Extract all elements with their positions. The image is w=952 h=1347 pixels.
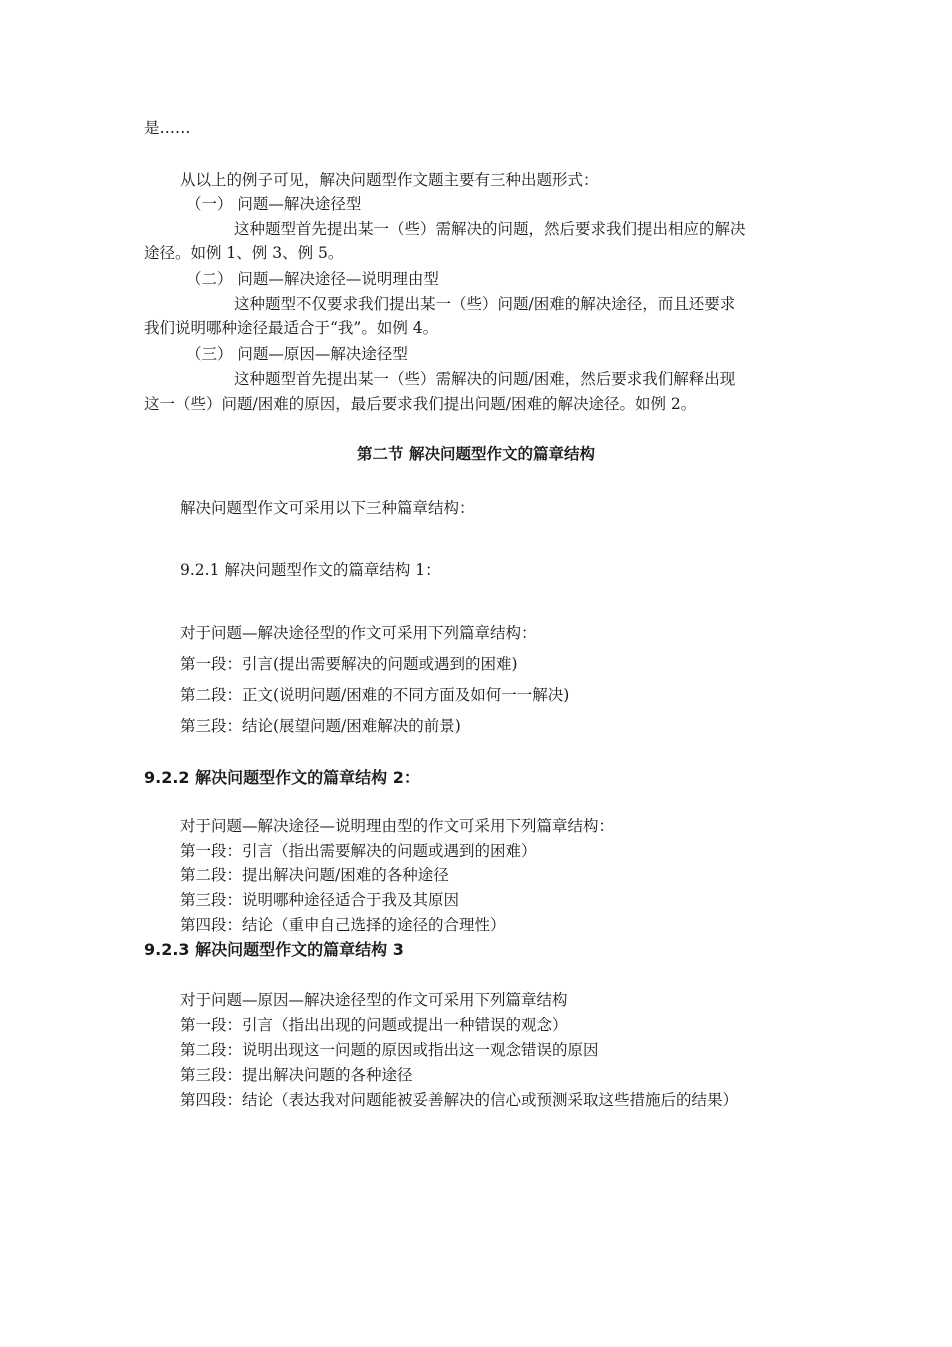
type-two-title: （二） 问题—解决途径—说明理由型 bbox=[186, 270, 439, 288]
section-title: 第二节 解决问题型作文的篇章结构 bbox=[357, 445, 595, 463]
structure3-para3: 第三段：提出解决问题的各种途径 bbox=[180, 1066, 413, 1084]
subsection-923-title: 9.2.3 解决问题型作文的篇章结构 3 bbox=[144, 940, 404, 959]
type-two-desc-line2: 我们说明哪种途径最适合于“我”。如例 4。 bbox=[144, 319, 439, 337]
structure1-intro: 对于问题—解决途径型的作文可采用下列篇章结构： bbox=[180, 624, 537, 642]
structure2-para2: 第二段：提出解决问题/困难的各种途径 bbox=[180, 866, 449, 884]
type-one-desc-line2: 途径。如例 1、例 3、例 5。 bbox=[144, 244, 344, 262]
structure2-para4: 第四段：结论（重申自己选择的途径的合理性） bbox=[180, 916, 506, 934]
structures-intro: 解决问题型作文可采用以下三种篇章结构： bbox=[180, 499, 475, 517]
structure2-para1: 第一段：引言（指出需要解决的问题或遇到的困难） bbox=[180, 842, 537, 860]
type-three-desc-line2: 这一（些）问题/困难的原因，最后要求我们提出问题/困难的解决途径。如例 2。 bbox=[144, 395, 697, 413]
type-one-desc-line1: 这种题型首先提出某一（些）需解决的问题，然后要求我们提出相应的解决 bbox=[234, 220, 746, 238]
structure3-para4: 第四段：结论（表达我对问题能被妥善解决的信心或预测采取这些措施后的结果） bbox=[180, 1091, 739, 1109]
type-two-desc-line1: 这种题型不仅要求我们提出某一（些）问题/困难的解决途径，而且还要求 bbox=[234, 295, 736, 313]
type-one-title: （一） 问题—解决途径型 bbox=[186, 195, 362, 213]
subsection-921-title: 9.2.1 解决问题型作文的篇章结构 1： bbox=[180, 561, 441, 579]
structure2-para3: 第三段：说明哪种途径适合于我及其原因 bbox=[180, 891, 460, 909]
structure2-intro: 对于问题—解决途径—说明理由型的作文可采用下列篇章结构： bbox=[180, 817, 615, 835]
structure1-para1: 第一段：引言(提出需要解决的问题或遇到的困难) bbox=[180, 655, 518, 673]
intro-paragraph: 从以上的例子可见，解决问题型作文题主要有三种出题形式： bbox=[180, 171, 599, 189]
type-three-title: （三） 问题—原因—解决途径型 bbox=[186, 345, 408, 363]
structure1-para2: 第二段：正文(说明问题/困难的不同方面及如何一一解决) bbox=[180, 686, 570, 704]
subsection-922-title: 9.2.2 解决问题型作文的篇章结构 2： bbox=[144, 768, 420, 787]
structure3-para2: 第二段：说明出现这一问题的原因或指出这一观念错误的原因 bbox=[180, 1041, 599, 1059]
continuation-text: 是…… bbox=[144, 119, 191, 137]
structure3-para1: 第一段：引言（指出出现的问题或提出一种错误的观念） bbox=[180, 1016, 568, 1034]
structure3-intro: 对于问题—原因—解决途径型的作文可采用下列篇章结构 bbox=[180, 991, 568, 1009]
structure1-para3: 第三段：结论(展望问题/困难解决的前景) bbox=[180, 717, 461, 735]
type-three-desc-line1: 这种题型首先提出某一（些）需解决的问题/困难，然后要求我们解释出现 bbox=[234, 370, 736, 388]
